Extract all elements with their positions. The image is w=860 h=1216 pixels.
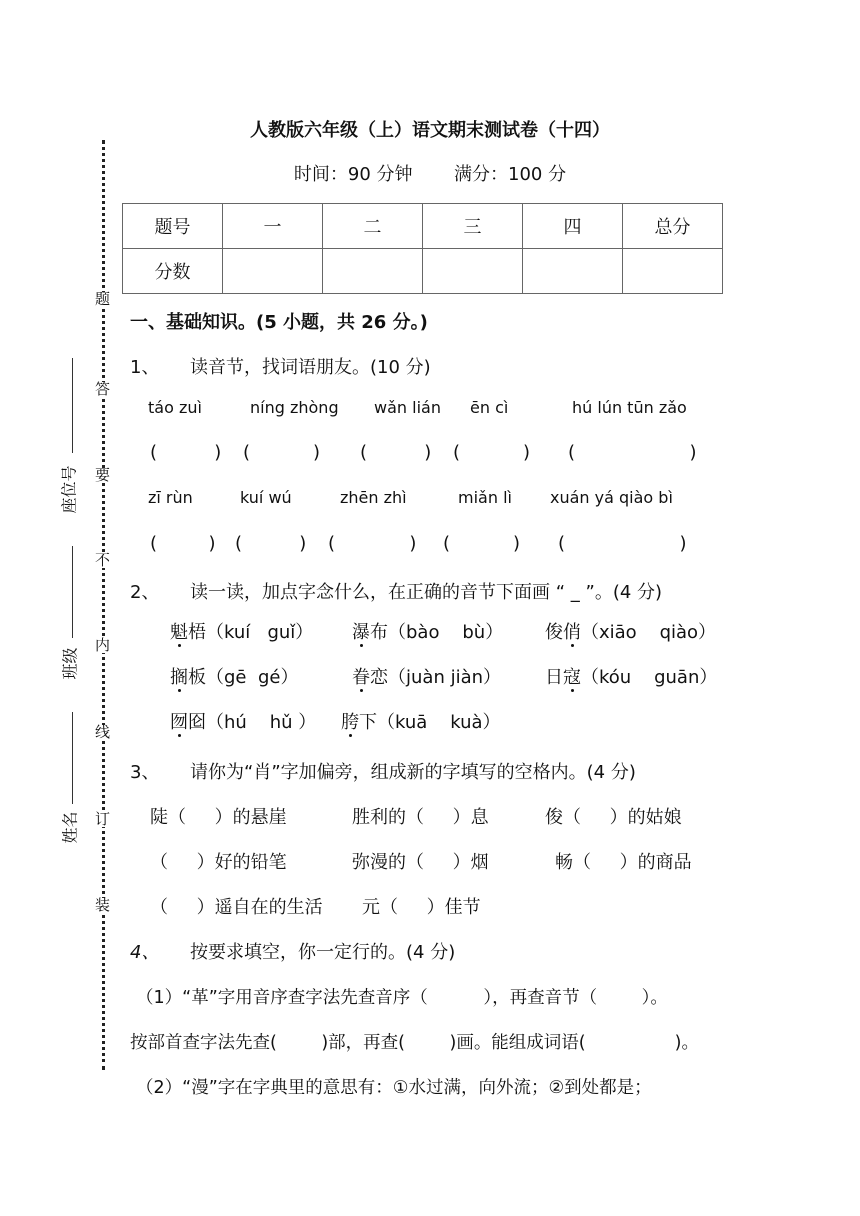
dotted-char: 胯 [341,712,359,733]
score-table [122,203,723,294]
question-text: 按要求填空，你一定行的。(4 分) [190,942,456,963]
pinyin: ēn cì [470,398,509,417]
word-char: 俊 [545,622,563,643]
fill-line[interactable]: （1）“革”字用音序查字法先查音序（ ），再查音节（ ）。 [136,988,668,1008]
word-char: 下 [359,712,377,733]
name-label: 姓名 [60,811,80,844]
dotted-char: 搁 [170,667,188,688]
fill-item[interactable]: 元（ ）佳节 [362,897,481,918]
answer-blank[interactable]: ( ) [328,533,417,554]
question-number: 3、 [130,762,160,783]
answer-blank[interactable]: ( ) [150,442,222,463]
score-input-cell[interactable] [323,249,423,294]
binding-char: 答 [95,380,111,398]
word-item [352,618,503,644]
pinyin-options[interactable]: （hú hǔ ） [206,712,317,733]
pinyin: níng zhòng [250,398,339,417]
exam-info [0,160,860,186]
question-number: 1、 [130,357,160,378]
fill-item[interactable]: （ ）好的铅笔 [150,852,287,873]
section-heading: 一、基础知识。(5 小题，共 26 分。) [130,312,428,333]
score-table-score-row [123,249,723,294]
pinyin: wǎn lián [374,398,441,417]
pinyin: táo zuì [148,398,202,417]
answer-blank[interactable]: ( ) [568,442,697,463]
pinyin: miǎn lì [458,488,512,507]
pinyin: hú lún tūn zǎo [572,398,687,417]
name-blank-line[interactable] [72,712,73,804]
score-input-cell[interactable] [623,249,723,294]
score-cell: 一 [223,204,323,249]
question-text: 读音节，找词语朋友。(10 分) [190,357,431,378]
answer-blank[interactable]: ( ) [453,442,530,463]
pinyin: xuán yá qiào bì [550,488,673,507]
word-char: 日 [545,667,563,688]
question-text: 请你为“肖”字加偏旁，组成新的字填写的空格内。(4 分) [190,762,636,783]
answer-blank[interactable]: ( ) [150,533,216,554]
dotted-char: 寇 [563,667,581,688]
answer-blank[interactable]: ( ) [235,533,307,554]
fill-item[interactable]: 陡（ ）的悬崖 [150,807,287,828]
word-char: 囵 [188,712,206,733]
dotted-char: 瀑 [352,622,370,643]
pinyin-options[interactable]: （juàn jiàn） [388,667,502,688]
dotted-char: 囫 [170,712,188,733]
binding-dotted-line [102,140,105,1070]
score-cell: 四 [523,204,623,249]
answer-blank[interactable]: ( ) [443,533,520,554]
score-table-header-row [123,204,723,249]
pinyin-options[interactable]: （gē gé） [206,667,299,688]
score-input-cell[interactable] [423,249,523,294]
fill-item[interactable]: 胜利的（ ）息 [352,807,489,828]
pinyin-options[interactable]: （kóu guān） [581,667,718,688]
pinyin-options[interactable]: （xiāo qiào） [581,622,717,643]
word-char: 板 [188,667,206,688]
word-char: 布 [370,622,388,643]
dotted-char: 俏 [563,622,581,643]
score-cell: 分数 [123,249,223,294]
question-number: 4、 [130,942,160,963]
word-item [170,708,316,734]
pinyin: zī rùn [148,488,193,507]
binding-char: 订 [95,810,111,828]
binding-char: 内 [95,636,111,654]
answer-blank[interactable]: ( ) [558,533,687,554]
word-item [352,663,501,689]
word-char: 梧 [188,622,206,643]
pinyin: kuí wú [240,488,292,507]
page-title: 人教版六年级（上）语文期末测试卷（十四） [250,120,610,141]
score-cell: 总分 [623,204,723,249]
score-cell: 二 [323,204,423,249]
pinyin: zhēn zhì [340,488,407,507]
word-item [170,663,298,689]
word-item [170,618,313,644]
question-number: 2、 [130,582,160,603]
time-info: 时间：90 分钟 [293,164,413,185]
word-item [545,663,717,689]
binding-char: 线 [95,723,111,741]
binding-char: 题 [95,290,111,308]
pinyin-options[interactable]: （kuí guǐ） [206,622,314,643]
word-item [341,708,501,734]
score-input-cell[interactable] [523,249,623,294]
score-cell: 三 [423,204,523,249]
fill-item[interactable]: 俊（ ）的姑娘 [545,807,682,828]
word-item [545,618,716,644]
score-info: 满分：100 分 [454,164,567,185]
answer-blank[interactable]: ( ) [243,442,320,463]
seat-label: 座位号 [59,465,79,514]
answer-blank[interactable]: ( ) [360,442,432,463]
binding-char: 要 [95,466,111,484]
seat-blank-line[interactable] [72,358,73,453]
question-line: （2）“漫”字在字典里的意思有：①水过满，向外流；②到处都是； [136,1078,652,1098]
question-text: 读一读，加点字念什么，在正确的音节下面画 “ _ ”。(4 分) [190,582,663,603]
class-label: 班级 [60,647,80,680]
fill-line[interactable]: 按部首查字法先查( )部，再查( )画。能组成词语( )。 [130,1033,699,1053]
binding-char: 装 [95,896,111,914]
fill-item[interactable]: 畅（ ）的商品 [555,852,692,873]
pinyin-options[interactable]: （bào bù） [388,622,504,643]
dotted-char: 魁 [170,622,188,643]
pinyin-options[interactable]: （kuā kuà） [377,712,501,733]
dotted-char: 眷 [352,667,370,688]
word-char: 恋 [370,667,388,688]
class-blank-line[interactable] [72,546,73,638]
score-input-cell[interactable] [223,249,323,294]
fill-item[interactable]: 弥漫的（ ）烟 [352,852,489,873]
score-cell: 题号 [123,204,223,249]
fill-item[interactable]: （ ）遥自在的生活 [150,897,323,918]
binding-char: 不 [95,551,111,569]
